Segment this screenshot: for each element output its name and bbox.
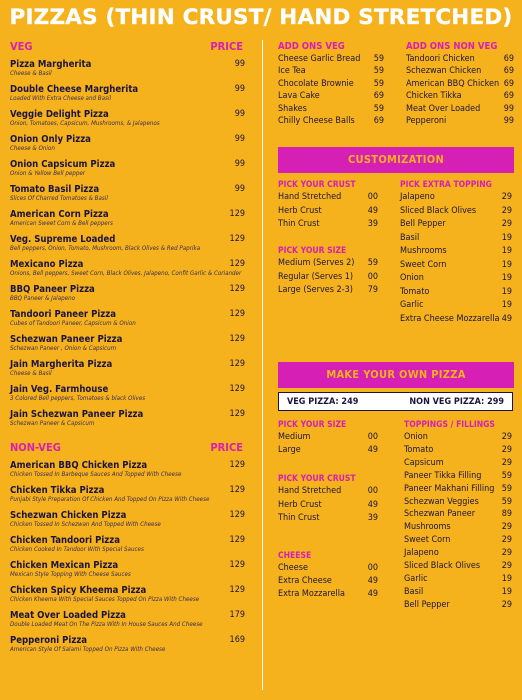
item-price: 59 [501,496,512,507]
menu-item [10,259,247,278]
list-item [406,103,514,115]
item-price: 29 [501,522,512,533]
item-name: Tomato [400,286,430,297]
item-description: Mexican Style Topping With Cheese Sauces [10,571,131,578]
item-description: Onion & Yellow Bell pepper [10,170,86,177]
custom-size-heading: PICK YOUR SIZE [278,246,347,256]
item-price: 39 [367,513,378,523]
menu-item [10,585,247,604]
list-item [404,534,512,547]
addons-nonveg-list [406,53,514,127]
item-price: 29 [501,548,512,559]
item-name: Schezwan Chicken [406,66,482,77]
menu-item [10,635,247,654]
item-price: 129 [229,359,245,369]
list-item [400,259,512,273]
item-description: Punjabi Style Preparation Of Chicken And Topped On Pizza With Cheese [10,496,210,503]
list-item [400,205,512,219]
item-description: Chicken Kheema With Special Sauces Topped On Pizza With Cheese [10,596,200,603]
item-description: Onion, Tomatoes, Capsicum, Mushrooms, & Jalapenos [10,120,160,127]
item-name: Pepperoni Pizza [10,635,88,646]
item-description: Cheese & Basil [10,370,52,377]
item-name: Jain Margherita Pizza [10,359,113,370]
item-name: Tandoori Paneer Pizza [10,309,116,320]
item-description: Onions, Bell peppers, Sweet Corn, Black Olives, Jalapeno, Confit Garlic & Coriander [10,270,242,277]
item-price: 19 [501,300,512,310]
menu-item [10,460,247,479]
list-item [278,191,378,205]
item-name: American BBQ Chicken Pizza [10,460,148,471]
item-price: 49 [367,589,378,599]
item-name: Regular (Serves 1) [278,271,354,282]
item-price: 29 [501,192,512,202]
menu-item [10,209,247,228]
menu-item [10,84,247,103]
list-item [404,573,512,586]
item-name: Chicken Tandoori Pizza [10,535,120,546]
list-item [404,496,512,509]
list-item [278,562,378,575]
myo-toppings-heading: TOPPINGS / FILLINGS [404,420,495,430]
item-price: 129 [229,485,245,495]
item-price: 99 [234,159,245,169]
item-price: 59 [367,258,378,268]
item-price: 129 [229,384,245,394]
addons-veg-block [278,40,384,127]
menu-item [10,59,247,78]
item-description: Schezwan Paneer & Capsicum [10,420,95,427]
item-price: 59 [373,54,384,64]
list-item [404,547,512,560]
item-price: 69 [503,91,514,102]
list-item [406,78,514,90]
myo-cheese-heading: CHEESE [278,551,312,561]
item-name: Mexicano Pizza [10,259,84,270]
item-name: Veg. Supreme Loaded [10,234,116,245]
item-price: 19 [501,286,512,297]
item-price: 19 [501,273,512,283]
item-name: Thin Crust [278,219,320,229]
item-price: 99 [234,184,245,194]
item-price: 59 [501,483,512,494]
myo-crust-block [278,473,378,526]
myo-crust-list [278,485,378,526]
custom-topping-list [400,191,512,326]
item-price: 49 [367,445,378,455]
list-item [404,470,512,483]
menu-item [10,334,247,353]
item-description: American Sweet Corn & Bell peppers [10,220,113,227]
list-item [400,299,512,313]
list-item [404,521,512,534]
item-description: 3 Colored Bell peppers, Tomatoes & black Olives [10,395,146,402]
item-price: 00 [367,271,378,282]
list-item [400,191,512,205]
item-name: Basil [404,586,424,597]
item-name: Sweet Corn [404,535,451,546]
menu-item [10,284,247,303]
list-item [278,588,378,601]
list-item [404,508,512,521]
nonveg-price-label: PRICE [210,441,243,454]
menu-item [10,560,247,579]
nonveg-section-header [10,441,247,454]
item-name: Garlic [404,573,428,584]
list-item [278,218,378,232]
item-price: 169 [229,635,245,645]
item-description: Schezwan Paneer , Onion & Capsicum [10,345,117,352]
item-price: 129 [229,209,245,219]
item-name: Tomato Basil Pizza [10,184,100,195]
item-name: Bell Pepper [400,219,446,229]
menu-item [10,184,247,203]
item-price: 49 [501,313,512,324]
item-price: 00 [367,192,378,202]
item-price: 49 [367,499,378,510]
list-item [278,485,378,499]
item-price: 29 [501,219,512,229]
item-name: Ice Tea [278,66,306,77]
list-item [406,53,514,65]
nonveg-heading: NON-VEG [10,441,61,454]
item-name: Onion [400,273,424,283]
item-price: 29 [501,457,512,468]
item-price: 129 [229,510,245,520]
item-name: Pepperoni [406,116,447,127]
menu-item [10,384,247,403]
item-price: 59 [373,78,384,89]
customization-banner: CUSTOMIZATION [278,147,514,173]
list-item [404,444,512,457]
item-price: 99 [234,59,245,69]
item-name: Schezwan Chicken Pizza [10,510,127,521]
item-name: Onion Only Pizza [10,134,91,145]
list-item [278,271,378,285]
nonveg-base-price: NON VEG PIZZA: 299 [409,396,504,407]
item-price: 129 [229,585,245,595]
item-name: Sweet Corn [400,259,447,270]
menu-item [10,359,247,378]
item-name: Chicken Tikka [406,91,462,102]
list-item [278,53,384,65]
item-name: Herb Crust [278,205,322,216]
item-price: 19 [501,586,512,597]
custom-crust-list [278,191,378,232]
item-price: 29 [501,561,512,572]
item-price: 29 [501,535,512,546]
item-name: Hand Stretched [278,486,342,496]
item-name: Lava Cake [278,91,320,102]
list-item [400,232,512,246]
list-item [278,103,384,115]
item-price: 79 [367,285,378,295]
addons-nonveg-block [406,40,514,127]
list-item [400,286,512,300]
veg-section-header [10,40,247,53]
item-description: Loaded With Extra Cheese and Basil [10,95,111,102]
menu-item [10,510,247,529]
item-description: Chicken Cooked In Tandoor With Special Sauces [10,546,144,553]
nonveg-pizza-list [10,460,247,654]
item-price: 99 [503,103,514,114]
column-divider [262,40,263,690]
item-name: Jalapeno [404,548,439,559]
item-name: Pizza Margherita [10,59,92,70]
item-price: 49 [367,576,378,586]
item-description: American Style Of Salami Topped On Pizza With Cheese [10,646,166,653]
item-price: 29 [501,205,512,216]
menu-item [10,485,247,504]
item-price: 179 [229,610,245,620]
list-item [400,245,512,259]
list-item [404,431,512,444]
item-name: Paneer Makhani Filling [404,483,495,494]
list-item [404,586,512,599]
item-name: Jalapeno [400,192,435,202]
item-price: 00 [367,563,378,573]
item-price: 129 [229,234,245,244]
menu-item [10,159,247,178]
custom-size-block [278,245,378,298]
list-item [278,431,378,444]
item-name: Garlic [400,300,424,310]
item-description: Double Loaded Meat On The Pizza With In House Sauces And Cheese [10,621,203,628]
item-price: 19 [501,246,512,256]
item-description: Cheese & Onion [10,145,55,152]
myo-size-list [278,431,378,457]
item-name: Sliced Black Olives [404,561,481,572]
item-name: Hand Stretched [278,192,342,202]
menu-item [10,109,247,128]
item-price: 129 [229,535,245,545]
item-name: Extra Cheese Mozzarella [400,313,500,324]
item-price: 129 [229,309,245,319]
item-name: Extra Mozzarella [278,589,345,599]
item-name: Extra Cheese [278,576,332,586]
veg-pizza-list [10,59,247,428]
custom-size-list [278,257,378,298]
item-name: Veggie Delight Pizza [10,109,109,120]
base-price-box [278,392,513,411]
item-price: 19 [501,259,512,270]
item-name: Paneer Tikka Filling [404,470,482,481]
item-name: Chicken Mexican Pizza [10,560,119,571]
item-name: Bell Pepper [404,599,450,610]
item-description: BBQ Paneer & Jalapeno [10,295,76,302]
list-item [278,284,378,298]
list-item [278,257,378,271]
custom-crust-heading: PICK YOUR CRUST [278,180,356,190]
item-name: Schezwan Paneer [404,509,476,520]
item-name: Chilly Cheese Balls [278,116,355,127]
item-price: 59 [373,66,384,77]
list-item [400,218,512,232]
myo-toppings-list [404,431,512,612]
item-name: Sliced Black Olives [400,205,477,216]
item-name: Capsicum [404,457,444,468]
item-name: Tomato [404,444,434,455]
item-name: Thin Crust [278,513,320,523]
addons-nonveg-heading: ADD ONS NON VEG [406,41,498,52]
item-price: 69 [503,78,514,89]
myo-cheese-block [278,550,378,601]
list-item [404,599,512,612]
item-price: 59 [373,103,384,114]
item-description: Chicken Tossed In Schezwan And Topped With Cheese [10,521,161,528]
list-item [278,115,384,127]
item-name: Chocolate Brownie [278,78,354,89]
item-name: Chicken Spicy Kheema Pizza [10,585,147,596]
item-price: 129 [229,259,245,269]
item-price: 19 [501,573,512,584]
item-name: Large [278,445,301,455]
item-name: Jain Veg. Farmhouse [10,384,109,395]
item-price: 129 [229,409,245,419]
addons-veg-heading: ADD ONS VEG [278,41,345,52]
item-description: Slices Of Charred Tomatoes & Basil [10,195,108,202]
list-item [400,313,512,327]
right-column [278,40,514,138]
item-name: Meat Over Loaded [406,103,481,114]
myo-toppings-block [404,419,512,612]
item-name: Shakes [278,103,307,114]
item-price: 29 [501,432,512,442]
menu-item [10,409,247,428]
item-name: Chicken Tikka Pizza [10,485,105,496]
list-item [278,65,384,77]
custom-crust-block [278,179,378,232]
list-item [404,560,512,573]
item-price: 29 [501,444,512,455]
item-price: 69 [503,54,514,64]
item-name: Herb Crust [278,499,322,510]
pizza-column [10,40,247,700]
myo-size-block [278,419,378,457]
item-name: Double Cheese Margherita [10,84,139,95]
list-item [278,575,378,588]
item-name: Mushrooms [400,246,447,256]
item-name: Medium (Serves 2) [278,258,355,268]
menu-item [10,610,247,629]
item-price: 49 [367,205,378,216]
veg-price-label: PRICE [210,40,243,53]
item-description: Cheese & Basil [10,70,52,77]
list-item [404,483,512,496]
item-price: 69 [503,66,514,77]
custom-topping-heading: PICK EXTRA TOPPING [400,180,492,190]
item-name: Onion Capsicum Pizza [10,159,116,170]
menu-item [10,234,247,253]
menu-item [10,134,247,153]
myo-crust-heading: PICK YOUR CRUST [278,474,356,484]
item-name: BBQ Paneer Pizza [10,284,95,295]
item-price: 69 [373,91,384,102]
item-name: Schezwan Paneer Pizza [10,334,123,345]
item-name: Mushrooms [404,522,451,533]
item-name: Tandoori Chicken [406,54,475,64]
item-price: 129 [229,334,245,344]
veg-base-price: VEG PIZZA: 249 [287,396,359,407]
menu-item [10,309,247,328]
item-price: 19 [501,232,512,243]
item-description: Cubes of Tandoori Paneer, Capsicum & Onion [10,320,136,327]
item-name: Cheese [278,563,308,573]
item-name: Basil [400,232,420,243]
list-item [404,457,512,470]
item-name: American Corn Pizza [10,209,109,220]
item-description: Chicken Tossed In Barbeque Sauces And Topped With Cheese [10,471,182,478]
item-name: Large (Serves 2-3) [278,285,353,295]
make-your-own-banner: MAKE YOUR OWN PIZZA [278,362,514,388]
myo-size-heading: PICK YOUR SIZE [278,420,347,430]
item-name: Medium [278,432,311,442]
menu-title: PIZZAS (THIN CRUST/ HAND STRETCHED) [9,5,513,30]
item-name: American BBQ Chicken [406,78,500,89]
item-price: 89 [501,509,512,520]
item-price: 59 [501,470,512,481]
list-item [406,115,514,127]
item-price: 99 [234,84,245,94]
list-item [406,65,514,77]
item-price: 69 [373,116,384,127]
item-name: Cheese Garlic Bread [278,54,361,64]
addons-section [278,40,514,138]
item-description: Bell peppers, Onion, Tomato, Mushroom, Black Olives & Red Paprika [10,245,201,252]
item-name: Onion [404,432,428,442]
list-item [278,205,378,219]
item-price: 129 [229,284,245,294]
list-item [400,272,512,286]
item-price: 39 [367,219,378,229]
list-item [278,444,378,457]
addons-veg-list [278,53,384,127]
list-item [278,512,378,526]
list-item [406,90,514,102]
item-price: 99 [503,116,514,127]
item-price: 00 [367,432,378,442]
item-price: 99 [234,109,245,119]
veg-heading: VEG [10,40,33,53]
item-name: Schezwan Veggies [404,496,479,507]
menu-item [10,535,247,554]
item-price: 00 [367,486,378,496]
item-name: Jain Schezwan Paneer Pizza [10,409,144,420]
list-item [278,78,384,90]
list-item [278,499,378,513]
item-price: 129 [229,460,245,470]
item-price: 99 [234,134,245,144]
item-name: Meat Over Loaded Pizza [10,610,126,621]
custom-topping-block [400,179,512,326]
item-price: 29 [501,599,512,610]
myo-cheese-list [278,562,378,601]
item-price: 129 [229,560,245,570]
list-item [278,90,384,102]
